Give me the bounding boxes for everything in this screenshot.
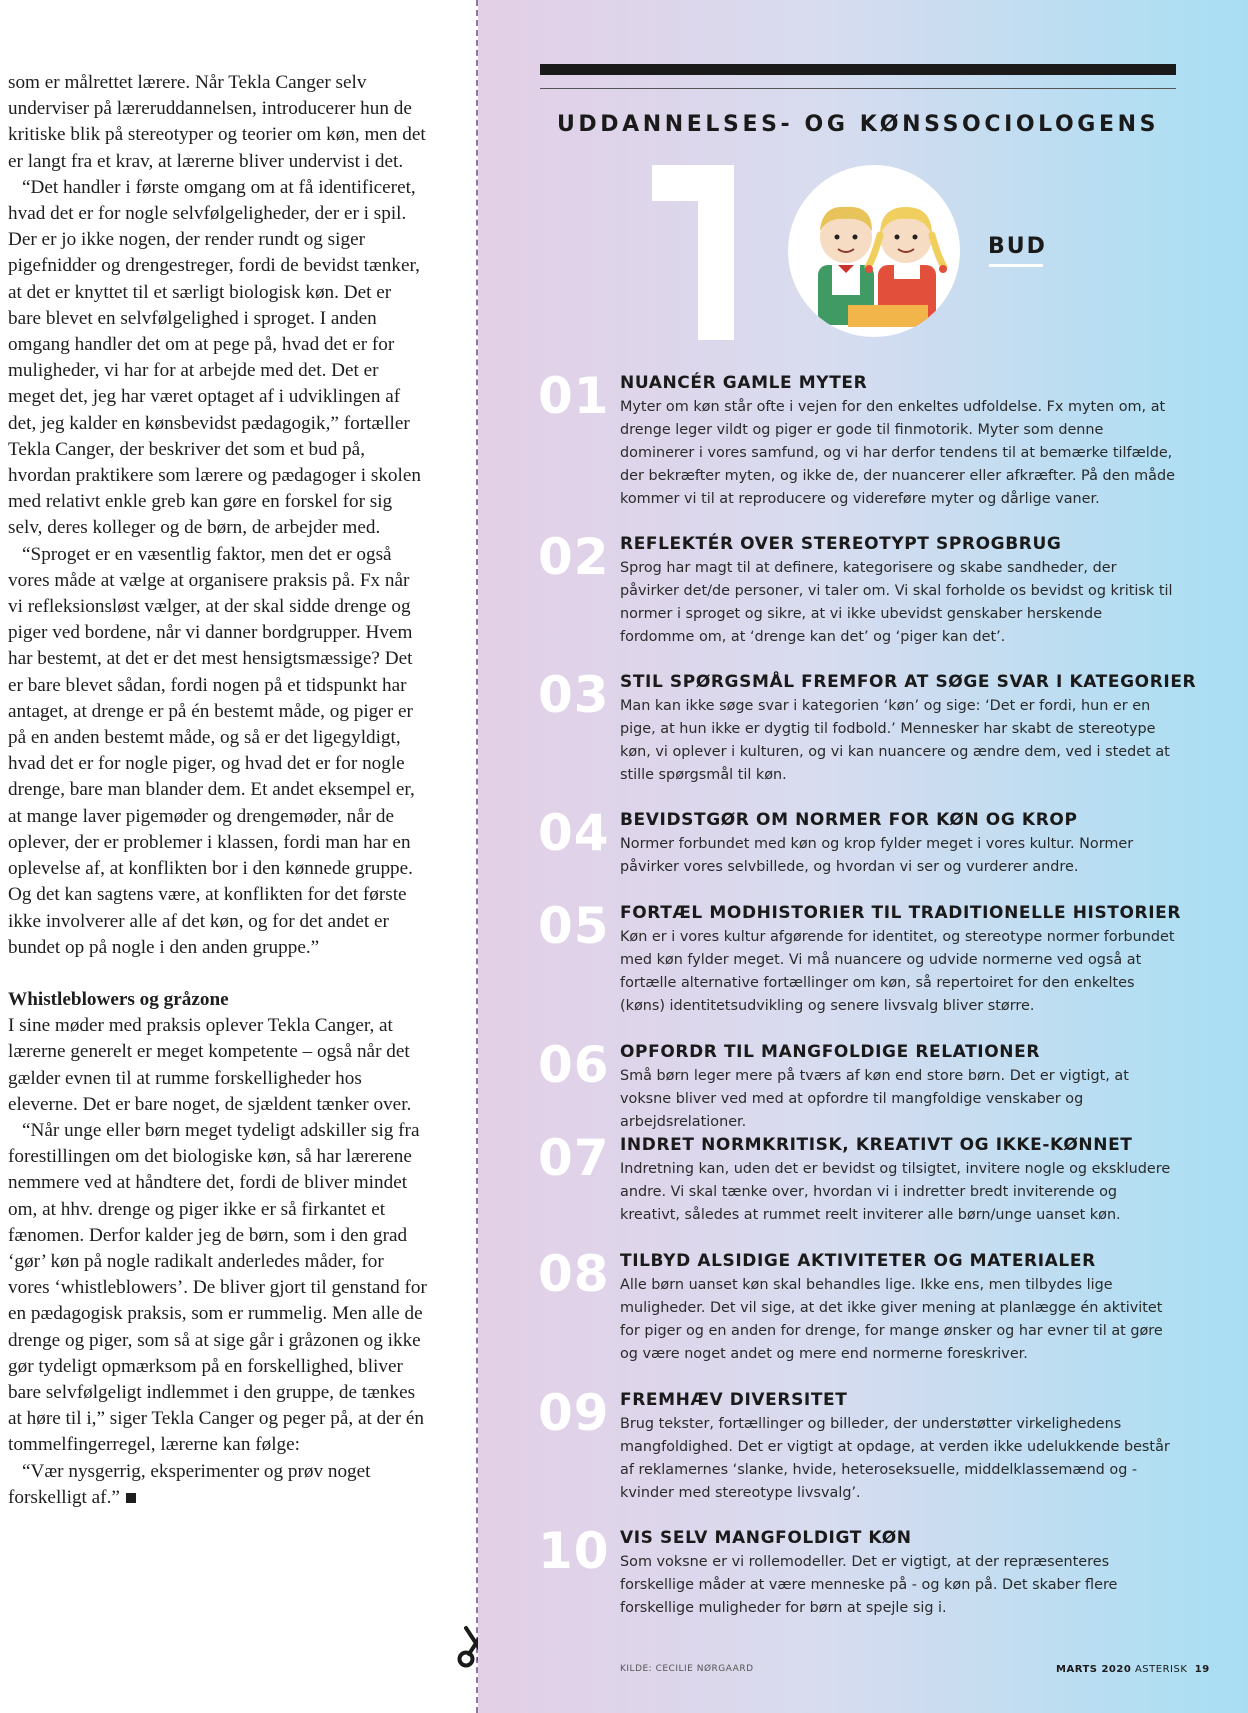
commandment-title: FREMHÆV DIVERSITET: [620, 1390, 848, 1410]
commandment-title: VIS SELV MANGFOLDIGT KØN: [620, 1528, 912, 1548]
commandment-body: Normer forbundet med køn og krop fylder meget i vores kultur. Normer påvirker vores selvbillede, og hvordan vi ser og vurderer andre.: [620, 836, 1134, 875]
children-illustration: [788, 165, 960, 337]
commandment-number: 05: [538, 897, 610, 955]
commandment-title: OPFORDR TIL MANGFOLDIGE RELATIONER: [620, 1042, 1041, 1062]
page-number: 19: [1194, 1664, 1210, 1675]
commandment-title: BEVIDSTGØR OM NORMER FOR KØN OG KROP: [620, 810, 1078, 830]
commandment-number: 01: [538, 367, 610, 425]
commandment-body: Alle børn uanset køn skal behandles lige. Ikke ens, men tilbydes lige muligheder. Det vil sige, at det ikke giver mening at planlægge én aktivitet for piger og en anden for drenge, for mange ønsker og har evner til at gøre og være noget andet og mere end normerne foreskriver.: [620, 1277, 1163, 1362]
commandment-body: Køn er i vores kultur afgørende for identitet, og stereotype normer forbundet med køn fylder meget. Vi må nuancere og udvide normerne ved også at fortælle alternative fortællinger om køn, så repertoiret for den enkeltes (køns) identitetsudvikling og senere livsvalg bliver større.: [620, 929, 1175, 1014]
commandment-body: Brug tekster, fortællinger og billeder, der understøtter virkelighedens mangfoldighed. Det er vigtigt at opdage, at verden ikke udelukkende består af reklamernes ‘slanke, hvide, heteroseksuelle, middelklassemænd og - kvinder med stereotype livsvalg’.: [620, 1416, 1170, 1501]
panel-heading: UDDANNELSES- OG KØNSSOCIOLOGENS: [556, 112, 1160, 137]
commandment-title: TILBYD ALSIDIGE AKTIVITETER OG MATERIALER: [620, 1251, 1096, 1271]
commandment-body: Sprog har magt til at definere, kategorisere og skabe sandheder, der påvirker det/de personer, vi taler om. Vi skal forholde os bevidst og kritisk til normer i sproget og sikre, at vi ikke ubevidst genskaber herskende fordomme om, at ‘drenge kan det’ og ‘piger kan det’.: [620, 560, 1173, 645]
bud-underline: [989, 264, 1043, 267]
commandment-body: Indretning kan, uden det er bevidst og tilsigtet, invitere nogle og ekskludere andre. Vi skal tænke over, hvordan vi i indretter bredt inviterende og kreativt, således at rummet reelt inviterer alle børn/unge uanset køn.: [620, 1161, 1171, 1223]
article-column: [8, 70, 428, 1511]
magazine-name: ASTERISK: [1134, 1664, 1188, 1675]
commandment-number: 07: [538, 1129, 610, 1187]
bud-label: BUD: [988, 234, 1047, 259]
commandment-number: 10: [538, 1522, 610, 1580]
header-rule-thick: [540, 64, 1176, 75]
source-credit: KILDE: CECILIE NØRGAARD: [620, 1664, 754, 1674]
article-paragraph: “Det handler i første omgang om at få identificeret, hvad det er for nogle selvfølgeligheder, der er i spil. Der er jo ikke nogen, der render rundt og siger pigefnidder og drengestreger, fordi de bevidst tænker, at det er knyttet til et særligt biologisk køn. Det er bare blevet en selvfølgelighed i sproget. I anden omgang handler det om at pege på, hvad det er for muligheder, vi har for at arbejde med det. Det er meget det, jeg har været optaget af i udviklingen af det, jeg kalder en kønsbevidst pædagogik,” fortæller Tekla Canger, der beskriver det som et bud på, hvordan praktikere som lærere og pædagoger i skolen med relativt enkle greb kan gøre en forskel for sig selv, deres kolleger og de børn, de arbejder med.: [8, 176, 421, 539]
big-number-one-flag: [652, 165, 702, 201]
article-paragraph: “Sproget er en væsentlig faktor, men det er også vores måde at vælge at organisere praksis på. Fx når vi refleksionsløst vælger, at der skal sidde drenge og piger ved bordene, når vi danner bordgrupper. Hvem har bestemt, at det er det mest hensigtsmæssige? Det er bare blevet sådan, fordi nogen på et tidspunkt har antaget, at drenge er på én bestemt måde, og piger er på en anden bestemt måde, og så er det ligegyldigt, hvad det er for nogle piger, og hvad det er for nogle drenge, bare man blander dem. Et andet eksempel er, at mange laver pigemøder og drengemøder, når de oplever, der er problemer i klassen, fordi man har en oplevelse af, at konflikten bor i den kønnede gruppe. Og det kan sagtens være, at konflikten for det første ikke involverer alle af det køn, og for det andet er bundet op på nogle i den anden gruppe.”: [8, 543, 415, 958]
commandment-title: REFLEKTÉR OVER STEREOTYPT SPROGBRUG: [620, 534, 1062, 554]
commandment-number: 03: [538, 666, 610, 724]
article-closing-paragraph: [8, 1459, 428, 1511]
article-paragraph: som er målrettet lærere. Når Tekla Canger selv underviser på læreruddannelsen, introducerer hun de kritiske blik på stereotyper og teorier om køn, men det er langt fra et krav, at lærerne bliver undervist i det.: [8, 72, 426, 172]
commandment-title: INDRET NORMKRITISK, KREATIVT OG IKKE-KØNNET: [620, 1135, 1133, 1155]
commandment-number: 06: [538, 1036, 610, 1094]
article-closing-text: “Vær nysgerrig, eksperimenter og prøv noget forskelligt af.”: [8, 1460, 371, 1508]
commandment-title: STIL SPØRGSMÅL FREMFOR AT SØGE SVAR I KATEGORIER: [620, 672, 1197, 692]
commandments-panel: [478, 0, 1248, 1713]
commandment-number: 04: [538, 804, 610, 862]
boy-and-girl-icon: [788, 165, 960, 337]
commandment-number: 09: [538, 1384, 610, 1442]
commandment-number: 08: [538, 1245, 610, 1303]
commandment-body: Myter om køn står ofte i vejen for den enkeltes udfoldelse. Fx myten om, at drenge leger vildt og piger er gode til finmotorik. Myter som denne dominerer i vores samfund, og vi har derfor tendens til at bemærke tilfælde, der bekræfter myten, og ikke de, der nuancerer eller afkræfter. På den måde kommer vi til at reproducere og videreføre myter og dårlige vaner.: [620, 399, 1175, 507]
commandment-title: FORTÆL MODHISTORIER TIL TRADITIONELLE HISTORIER: [620, 903, 1182, 923]
page-footer: [1056, 1664, 1210, 1675]
commandment-body: Som voksne er vi rollemodeller. Det er vigtigt, at der repræsenteres forskellige måder at være menneske på - og køn på. Det skaber flere forskellige muligheder for børn at spejle sig i.: [620, 1554, 1118, 1616]
article-paragraph: “Når unge eller børn meget tydeligt adskiller sig fra forestillingen om det biologiske køn, så har lærerene nemmere ved at håndtere det, fordi de bliver mindet om, at hhv. drenge og piger ikke er så firkantet et fænomen. Derfor kalder jeg de børn, som i den grad ‘gør’ køn på nogle radikalt anderledes måder, for vores ‘whistleblowers’. De bliver gjort til genstand for en pædagogisk praksis, som er rummelig. Men alle de drenge og piger, som så at sige går i gråzonen og ikke gør tydeligt opmærksom på en forskellighed, bliver bare selvfølgeligt indlemmet i den gruppe, de tænkes at høre til i,” siger Tekla Canger og peger på, at der én tommelfingerregel, lærerne kan følge:: [8, 1119, 427, 1456]
commandment-title: NUANCÉR GAMLE MYTER: [620, 373, 868, 393]
commandment-body: Man kan ikke søge svar i kategorien ‘køn’ og sige: ‘Det er fordi, hun er en pige, at hun ikke er dygtig til fodbold.’ Mennesker har skabt de stereotype køn, vi oplever i kulturen, og vi kan nuancere og ændre dem, ved i stedet at stille spørgsmål til køn.: [620, 698, 1170, 783]
article-paragraph: I sine møder med praksis oplever Tekla Canger, at lærerne generelt er meget kompetente – også når det gælder evnen til at rumme forskelligheder hos eleverne. Det er bare noget, de sjældent tænker over.: [8, 1015, 412, 1115]
big-number-one: [698, 165, 734, 340]
commandment-number: 02: [538, 528, 610, 586]
article-subheading: Whistleblowers og gråzone: [8, 988, 229, 1010]
issue-date: MARTS 2020: [1056, 1664, 1132, 1675]
commandment-body: Små børn leger mere på tværs af køn end store børn. Det er vigtigt, at voksne bliver ved med at opfordre til mangfoldige venskaber og arbejdsrelationer.: [620, 1068, 1129, 1130]
header-rule-thin: [540, 88, 1176, 89]
end-mark-icon: [126, 1493, 136, 1503]
